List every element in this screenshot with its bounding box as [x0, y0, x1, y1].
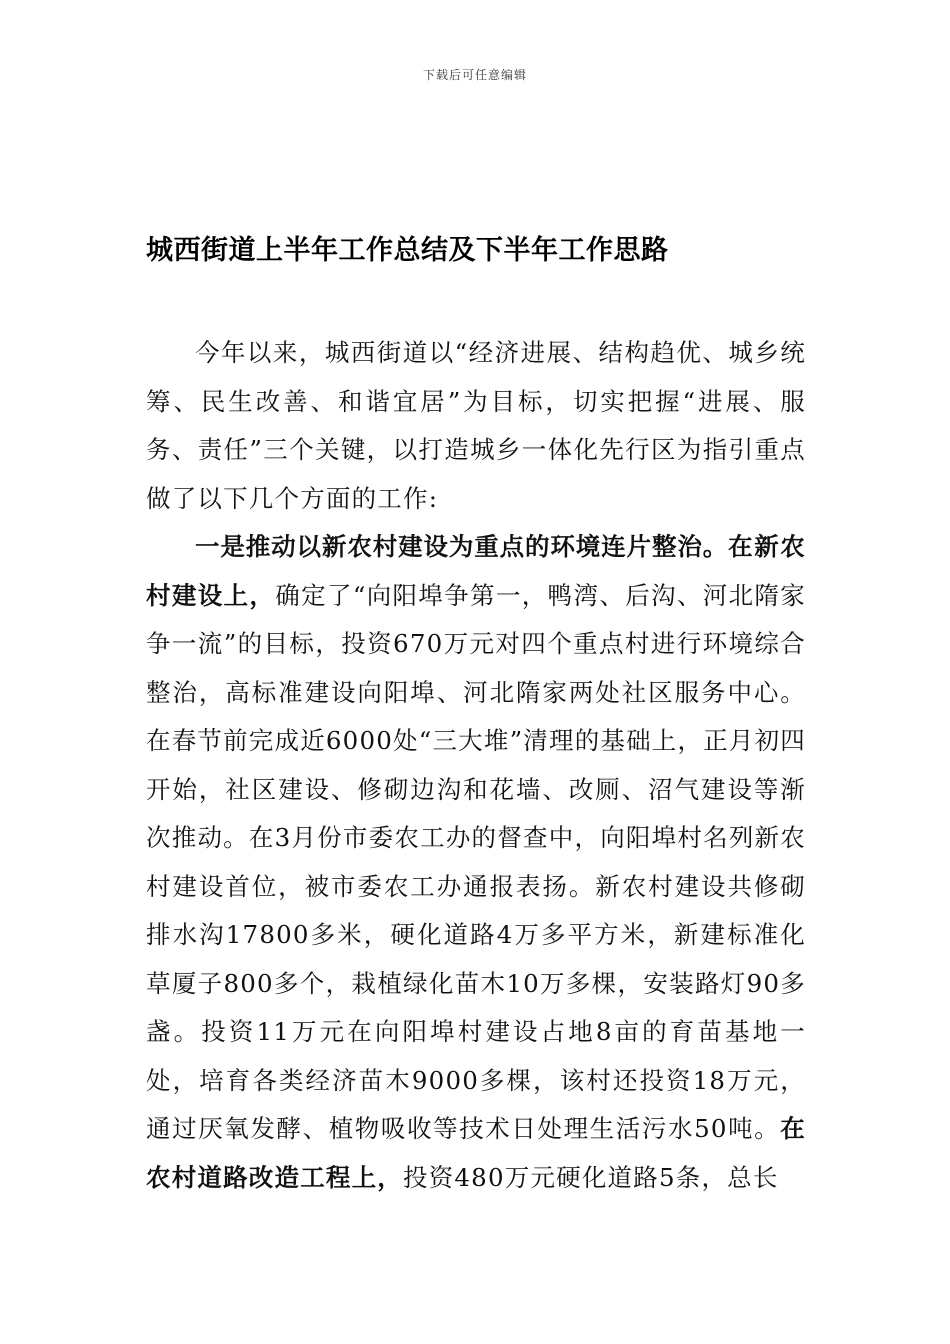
- section-1-heading: 一是推动以新农村建设为重点的环境连片整治。: [195, 532, 729, 561]
- section-1-sub1-label: 在新农村建设上，: [146, 532, 806, 610]
- document-title: 城西街道上半年工作总结及下半年工作思路: [146, 235, 669, 266]
- section-1-paragraph: [146, 523, 806, 1202]
- section-1-sub2-label: 在农村道路改造工程上，: [146, 1114, 806, 1192]
- header-note: 下载后可任意编辑: [422, 68, 527, 82]
- section-1-sub1-text: 确定了“向阳埠争第一，鸭湾、后沟、河北隋家争一流”的目标，投资670万元对四个重点村进行环境综合整治，高标准建设向阳埠、河北隋家两处社区服务中心。在春节前完成近6000处“三大堆”清理的基础上，正月初四开始，社区建设、修砌边沟和花墙、改厕、沼气建设等渐次推动。在3月份市委农工办的督查中，向阳埠村名列新农村建设首位，被市委农工办通报表扬。新农村建设共修砌排水沟17800多米，硬化道路4万多平方米，新建标准化草厦子800多个，栽植绿化苗木10万多棵，安装路灯90多盏。投资11万元在向阳埠村建设占地8亩的育苗基地一处，培育各类经济苗木9000多棵，该村还投资18万元，通过厌氧发酵、植物吸收等技术日处理生活污水50吨。: [146, 580, 807, 1143]
- intro-paragraph: 今年以来，城西街道以“经济进展、结构趋优、城乡统筹、民生改善、和谐宜居”为目标，切实把握“进展、服务、责任”三个关键，以打造城乡一体化先行区为指引重点做了以下几个方面的工作:: [146, 338, 806, 513]
- section-1-sub2-text: 投资480万元硬化道路5条，总长: [403, 1162, 779, 1192]
- document-body: [146, 329, 806, 1202]
